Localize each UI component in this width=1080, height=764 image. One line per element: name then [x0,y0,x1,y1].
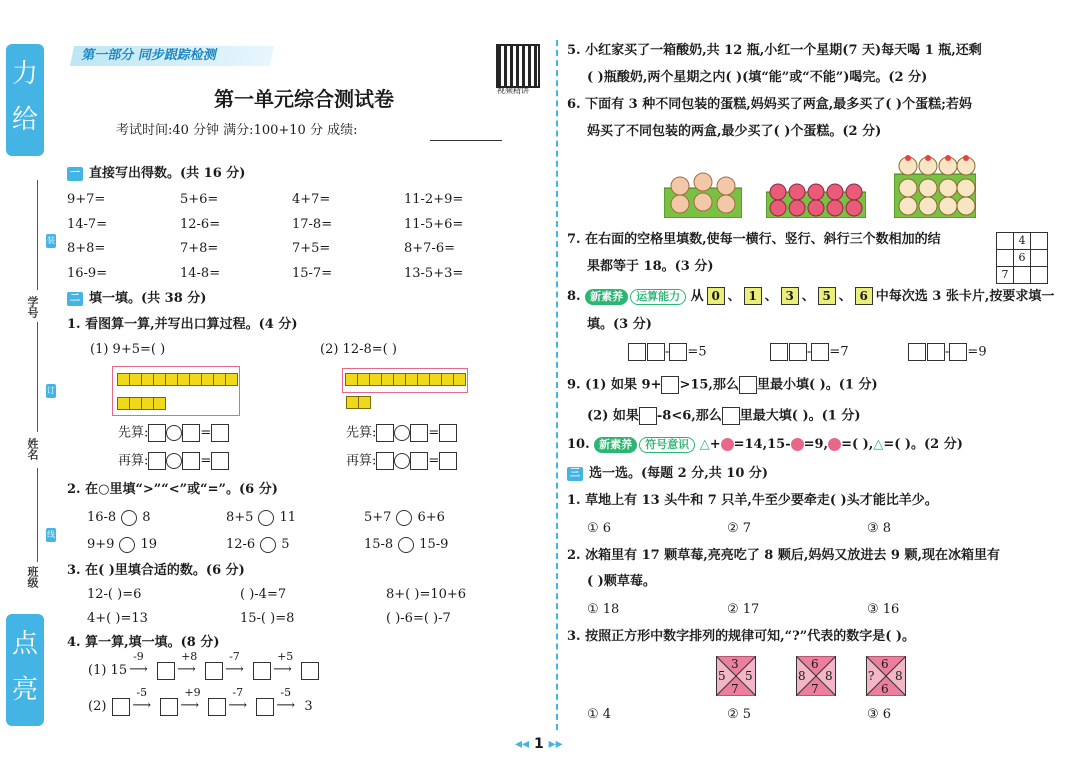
q5-line2: ( )瓶酸奶,两个星期之内( )(填“能”或“不能”)喝完。(2 分) [587,70,928,85]
arrow-icon: ⟶ [129,661,148,677]
triangle-icon: △ [873,437,884,452]
side-band-bottom [6,614,44,726]
answer-box[interactable] [628,343,646,361]
heading-text: 填一填。(共 38 分) [89,291,207,306]
cube-block [453,373,466,386]
number-card: 5 [818,287,836,305]
then-step-a: 再算: = [118,452,229,471]
square-number: 6 [881,682,889,696]
compare-item [364,536,448,554]
square-number: 7 [811,682,819,696]
math-expression: 7+5= [292,241,331,256]
arrow-icon: ⟶ [225,661,244,677]
arrow-icon: ⟶ [177,661,196,677]
side-char: 点 [11,629,38,659]
q8-line2: 填。(3 分) [587,317,652,332]
compare-item [226,536,290,554]
answer-box[interactable] [253,662,271,680]
answer-box[interactable] [739,376,757,394]
pattern-square [866,656,906,696]
grid-cell[interactable] [997,233,1014,250]
math-expression: 15-7= [292,265,333,281]
chain-arrow [226,685,256,716]
math-expression: 11-5+6= [404,216,464,232]
answer-box[interactable] [439,424,457,442]
math-expression: 8+7-6= [404,241,455,256]
score-blank[interactable] [430,140,502,141]
math-expression: 16-9= [67,265,108,281]
next-page-icon[interactable]: ▸▸ [548,736,563,752]
compare-circle[interactable] [398,537,414,553]
square-number: 5 [745,669,753,683]
option[interactable]: ③ 16 [867,602,900,617]
cake-box-image [894,152,976,218]
heading-text: 直接写出得数。(共 16 分) [89,166,246,181]
number-cards [704,289,876,304]
compare-left: 8+5 [226,510,254,525]
arrow-icon: ⟶ [273,661,292,677]
answer-box[interactable] [148,452,166,470]
prev-page-icon[interactable]: ◂◂ [515,736,530,752]
answer-box[interactable] [182,452,200,470]
q5-line1: 5. 小红家买了一箱酸奶,共 12 瓶,小红一个星期(7 天)每天喝 1 瓶,还剩 [567,43,982,58]
answer-box[interactable] [661,376,679,394]
option[interactable]: ② 7 [727,521,752,536]
student-id-label: 学号 [26,296,39,318]
cube-block [225,373,238,386]
q8-equation [770,343,849,362]
math-expression: 17-8= [292,216,333,232]
compare-right: 5 [281,537,290,552]
answer-box[interactable] [256,698,274,716]
answer-box[interactable] [949,343,967,361]
q10 [567,436,963,454]
fill-item[interactable]: ( )-4=7 [240,587,287,602]
binding-mark: 线 [46,528,56,542]
chain-arrow [274,685,304,716]
chain-end: 3 [304,699,313,714]
q8-text-a: 从 [690,289,704,304]
chain-arrow [178,685,208,716]
answer-box[interactable] [439,452,457,470]
first-step-a: 先算: = [118,424,229,443]
card-separator: 、 [727,289,741,304]
compare-circle[interactable] [260,537,276,553]
first-label: 先算: [118,425,149,441]
grid-cell[interactable] [997,250,1014,267]
page-number-text: 1 [533,736,544,752]
square-number: 6 [881,657,889,671]
chain-operation: +9 [184,685,201,699]
chain-operation: -5 [280,685,292,699]
option[interactable]: ① 4 [587,707,612,722]
answer-box[interactable] [208,698,226,716]
compare-right: 8 [142,510,151,525]
answer-box[interactable] [301,662,319,680]
skill-tag: 运算能力 [630,289,686,305]
math-expression: 14-7= [67,216,108,232]
operator-circle[interactable] [166,453,182,469]
name-label: 姓名 [26,438,39,460]
chain-start: (2) [88,698,107,714]
then-label: 再算: [118,453,149,469]
side-char: 亮 [11,675,38,705]
square-number: 5 [718,669,726,683]
section-3-heading [567,465,768,483]
chain-arrow [223,649,253,680]
arrow-icon: ⟶ [180,697,200,713]
answer-box[interactable] [647,343,665,361]
triangle-icon: △ [699,437,710,452]
compare-left: 5+7 [364,510,392,525]
q9-a2: >15,那么 [679,377,739,393]
side-char: 给 [11,105,38,135]
arrow-icon: ⟶ [228,697,248,713]
math-expression: 14-8= [180,265,221,281]
answer-box[interactable] [376,452,394,470]
side-band-top [6,44,44,156]
number-card: 3 [781,287,799,305]
option[interactable]: ② 5 [727,707,752,722]
grid-cell[interactable] [1014,267,1031,284]
qr-caption: 视频精讲 [497,86,529,95]
square-number: 3 [731,657,739,671]
chain-operation: -7 [232,685,244,699]
answer-box[interactable] [157,662,175,680]
pattern-square [796,656,836,696]
q2-1-part-b: (2) 12-8=( ) [320,342,397,357]
answer-box[interactable] [211,452,229,470]
answer-box[interactable] [112,698,130,716]
exam-info: 考试时间:40 分钟 满分:100+10 分 成绩: [116,123,358,138]
q8-text-b: 中每次选 3 张卡片,按要求填一 [875,289,1055,304]
math-expression: 11-2+9= [404,192,464,207]
grid-cell: 4 [1014,233,1031,250]
binding-mark: 订 [46,384,56,398]
q6-line2: 妈买了不同包装的两盒,最少买了( )个蛋糕。(2 分) [587,124,882,139]
page-number [515,736,563,752]
grid-cell: 6 [1014,250,1031,267]
heading-text: 选一选。(每题 2 分,共 10 分) [589,466,769,481]
literacy-tag: 新素养 [594,437,637,453]
answer-box[interactable] [669,343,687,361]
answer-box[interactable] [789,343,807,361]
answer-box[interactable] [770,343,788,361]
compare-left: 15-8 [364,537,394,552]
grid-cell[interactable] [1031,267,1048,284]
operator-circle[interactable] [394,453,410,469]
math-expression: 7+8= [180,241,219,256]
q9-a [567,376,878,395]
compare-left: 12-6 [226,537,256,552]
answer-box[interactable] [376,424,394,442]
grid-row [997,267,1048,284]
chain-operation: -9 [133,649,144,663]
q3-3-stem: 3. 按照正方形中数字排列的规律可知,“?”代表的数字是( )。 [567,629,916,644]
minus-sign: - [665,344,670,360]
compare-circle[interactable] [119,537,135,553]
equals-sign: = [829,344,841,360]
section-2-heading [67,290,206,308]
fill-item[interactable]: 12-( )=6 [87,587,142,602]
gutter-line [37,322,38,432]
compare-right: 19 [140,537,157,552]
plus-sign: + [709,437,721,452]
q8-line1 [567,287,1054,306]
q9-b3: 里最大填( )。(1 分) [739,408,861,424]
chain-arrow [271,649,301,680]
section-banner [70,46,274,66]
compare-circle[interactable] [396,510,412,526]
operator-circle[interactable] [166,425,182,441]
answer-box[interactable] [927,343,945,361]
magic-square-grid [996,232,1048,284]
grid-cell[interactable] [1031,233,1048,250]
q9-a1: 9. (1) 如果 9+ [567,377,662,393]
q8-equation [908,343,987,362]
arrow-icon: ⟶ [132,697,152,713]
chain-operation: -5 [136,685,148,699]
grid-cell[interactable] [1031,250,1048,267]
cake-box-image [766,176,866,218]
fill-item[interactable]: 4+( )=13 [87,611,148,626]
pattern-square [716,656,756,696]
q10-eq1: =14,15- [733,437,791,452]
option[interactable]: ② 17 [727,602,760,617]
arrow-chain-1 [88,649,319,680]
q8-equation [628,343,707,362]
number-card: 1 [744,287,762,305]
q3-1-stem: 1. 草地上有 13 头牛和 7 只羊,牛至少要牵走( )头才能比羊少。 [567,493,938,508]
q8-number: 8. [567,289,581,304]
compare-item [87,509,151,527]
answer-box[interactable] [211,424,229,442]
compare-item [87,536,157,554]
q10-number: 10. [567,437,590,452]
chain-operation: +8 [181,649,198,663]
chain-arrow [127,649,157,680]
section-number-badge: 三 [567,467,583,481]
q8-result: 5 [698,344,707,360]
grid-row [997,233,1048,250]
answer-box[interactable] [182,424,200,442]
gutter-line [37,468,38,562]
q3-2-line1: 2. 冰箱里有 17 颗草莓,亮亮吃了 8 颗后,妈妈又放进去 9 颗,现在冰箱里有 [567,548,1001,563]
q7-line1: 7. 在右面的空格里填数,使每一横行、竖行、斜行三个数相加的结 [567,232,941,247]
number-card: 6 [855,287,873,305]
q2-2-stem: 2. 在○里填“>”“<”或“=”。(6 分) [67,482,278,497]
answer-box[interactable] [410,452,428,470]
compare-item [364,509,445,527]
arrow-icon: ⟶ [276,697,296,713]
math-expression: 4+7= [292,192,331,207]
option[interactable]: ① 6 [587,521,612,536]
binding-mark: 装 [46,234,56,248]
grid-cell: 7 [997,267,1014,284]
cake-box-image [664,160,742,218]
compare-right: 11 [279,510,296,525]
answer-box[interactable] [160,698,178,716]
compare-left: 16-8 [87,510,117,525]
answer-box[interactable] [722,407,740,425]
chain-arrow [130,685,160,716]
grid-row [997,250,1048,267]
math-expression: 12-6= [180,216,221,232]
q7-line2: 果都等于 18。(3 分) [587,259,714,274]
then-label: 再算: [346,453,377,469]
answer-box[interactable] [410,424,428,442]
side-char: 力 [11,59,38,89]
square-number: 8 [825,669,833,683]
card-separator: 、 [838,289,852,304]
q10-eq4: =( )。(2 分) [883,437,963,452]
qr-code-icon[interactable] [496,44,540,88]
square-number: 7 [731,682,739,696]
cube-diagram-b [342,366,474,414]
first-label: 先算: [346,425,377,441]
q2-1-part-a: (1) 9+5=( ) [90,342,166,357]
square-number: 6 [811,657,819,671]
pink-circle-icon [828,438,841,451]
answer-box[interactable] [811,343,829,361]
class-label: 班级 [26,566,39,588]
equals-sign: = [967,344,979,360]
square-number: ? [868,669,875,683]
q9-b1: (2) 如果 [587,408,639,424]
option[interactable]: ③ 6 [867,707,892,722]
minus-sign: - [807,344,812,360]
square-number: 8 [798,669,806,683]
math-expression: 8+8= [67,241,106,256]
answer-box[interactable] [205,662,223,680]
section-number-badge: 一 [67,167,83,181]
q9-b [587,407,860,426]
option[interactable]: ③ 8 [867,521,892,536]
compare-circle[interactable] [258,510,274,526]
q9-a3: 里最小填( )。(1 分) [756,377,878,393]
compare-right: 15-9 [419,537,449,552]
q2-1-stem: 1. 看图算一算,并写出口算过程。(4 分) [67,317,298,332]
cube-block [358,396,371,409]
banner-text: 第一部分 同步跟踪检测 [80,48,219,63]
chain-arrow [175,649,205,680]
gutter-line [37,180,38,290]
cube-diagram-a [112,366,240,416]
math-expression: 13-5+3= [404,265,464,281]
q10-eq3: =( ), [841,437,874,452]
q9-b2: -8<6,那么 [656,408,722,424]
literacy-tag: 新素养 [585,289,628,305]
chain-start: (1) 15 [88,662,128,678]
q8-result: 7 [840,344,849,360]
compare-circle[interactable] [121,510,137,526]
option[interactable]: ① 18 [587,602,620,617]
q2-3-stem: 3. 在( )里填合适的数。(6 分) [67,563,245,578]
section-number-badge: 二 [67,292,83,306]
page-divider [556,40,558,730]
minus-sign: - [945,344,950,360]
then-step-b: 再算: = [346,452,457,471]
math-expression: 9+7= [67,192,106,207]
pink-circle-icon [791,438,804,451]
fill-item[interactable]: 8+( )=10+6 [386,587,467,602]
answer-box[interactable] [908,343,926,361]
chain-operation: +5 [277,649,294,663]
q10-eq2: =9, [803,437,829,452]
page-title: 第一单元综合测试卷 [214,87,394,111]
q3-2-line2: ( )颗草莓。 [587,574,656,589]
fill-item[interactable]: ( )-6=( )-7 [386,611,451,626]
square-number: 8 [895,669,903,683]
skill-tag: 符号意识 [639,437,695,453]
section-1-heading [67,165,245,183]
arrow-chain-2 [88,685,313,716]
operator-circle[interactable] [394,425,410,441]
q2-4-stem: 4. 算一算,填一填。(8 分) [67,635,220,650]
card-separator: 、 [764,289,778,304]
compare-left: 9+9 [87,537,115,552]
number-card: 0 [707,287,725,305]
pink-circle-icon [721,438,734,451]
q6-line1: 6. 下面有 3 种不同包装的蛋糕,妈妈买了两盒,最多买了( )个蛋糕;若妈 [567,97,972,112]
q8-result: 9 [978,344,987,360]
fill-item[interactable]: 15-( )=8 [240,611,295,626]
card-separator: 、 [801,289,815,304]
answer-box[interactable] [148,424,166,442]
first-step-b: 先算: = [346,424,457,443]
answer-box[interactable] [639,407,657,425]
equals-sign: = [687,344,699,360]
cube-block [153,397,166,410]
chain-operation: -7 [229,649,240,663]
compare-right: 6+6 [417,510,445,525]
math-expression: 5+6= [180,192,219,207]
compare-item [226,509,296,527]
